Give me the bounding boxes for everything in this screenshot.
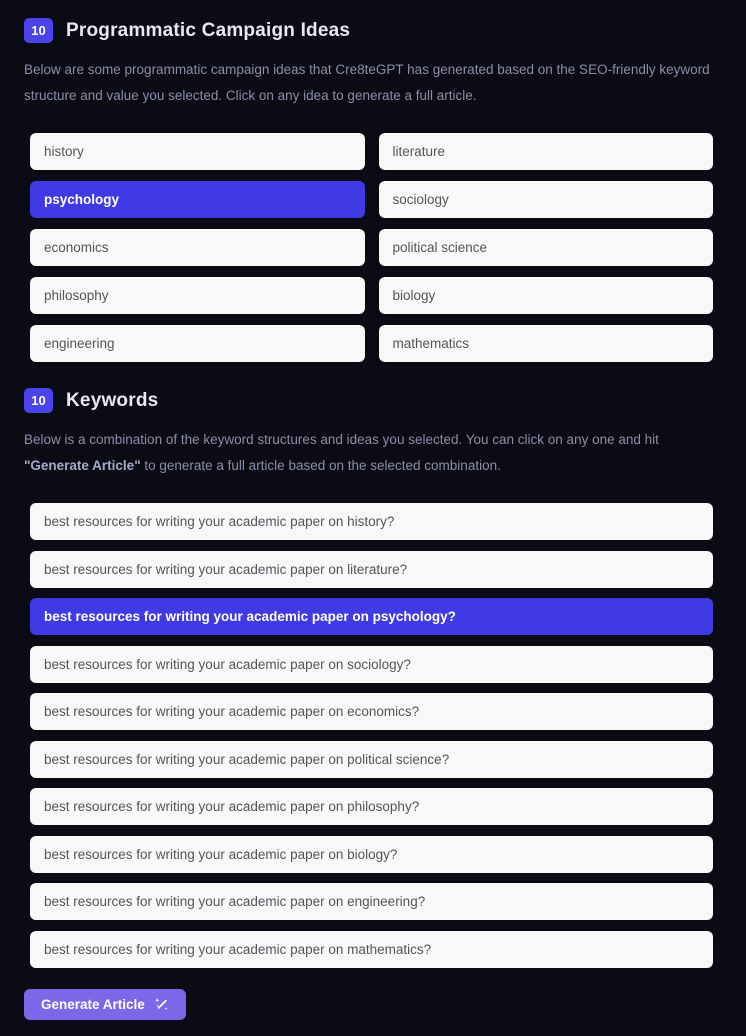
campaign-ideas-section	[24, 18, 713, 362]
idea-card-sociology[interactable]: sociology	[379, 181, 714, 218]
keyword-card-best-resources-for-writing-your-academic-paper-on-philosophy[interactable]: best resources for writing your academic paper on philosophy?	[30, 788, 713, 825]
keyword-card-best-resources-for-writing-your-academic-paper-on-engineering[interactable]: best resources for writing your academic paper on engineering?	[30, 883, 713, 920]
keywords-description	[24, 427, 713, 479]
keyword-card-best-resources-for-writing-your-academic-paper-on-literature[interactable]: best resources for writing your academic paper on literature?	[30, 551, 713, 588]
keywords-description-suffix: to generate a full article based on the selected combination.	[140, 458, 501, 473]
idea-card-mathematics[interactable]: mathematics	[379, 325, 714, 362]
campaign-count-badge: 10	[24, 18, 53, 43]
keywords-section	[24, 388, 713, 968]
keywords-title: Keywords	[66, 389, 159, 411]
generate-article-button[interactable]	[24, 989, 186, 1020]
wand-magic-sparkles-icon	[154, 997, 169, 1012]
keyword-card-best-resources-for-writing-your-academic-paper-on-mathematics[interactable]: best resources for writing your academic paper on mathematics?	[30, 931, 713, 968]
keyword-card-best-resources-for-writing-your-academic-paper-on-sociology[interactable]: best resources for writing your academic paper on sociology?	[30, 646, 713, 683]
idea-card-economics[interactable]: economics	[30, 229, 365, 266]
keyword-card-best-resources-for-writing-your-academic-paper-on-history[interactable]: best resources for writing your academic paper on history?	[30, 503, 713, 540]
ideas-grid	[30, 133, 713, 362]
idea-card-political-science[interactable]: political science	[379, 229, 714, 266]
idea-card-psychology[interactable]: psychology	[30, 181, 365, 218]
idea-card-literature[interactable]: literature	[379, 133, 714, 170]
idea-card-engineering[interactable]: engineering	[30, 325, 365, 362]
keywords-count-badge: 10	[24, 388, 53, 413]
keywords-header	[24, 388, 713, 413]
keyword-card-best-resources-for-writing-your-academic-paper-on-psychology[interactable]: best resources for writing your academic paper on psychology?	[30, 598, 713, 635]
keywords-description-bold: "Generate Article"	[24, 458, 141, 473]
generate-article-label: Generate Article	[41, 996, 145, 1012]
idea-card-biology[interactable]: biology	[379, 277, 714, 314]
keywords-description-prefix: Below is a combination of the keyword structures and ideas you selected. You can click on any one and hit	[24, 432, 659, 447]
keyword-list	[30, 503, 713, 968]
campaign-ideas-title: Programmatic Campaign Ideas	[66, 19, 351, 41]
campaign-ideas-description: Below are some programmatic campaign ideas that Cre8teGPT has generated based on the SEO-friendly keyword structure and value you selected. Click on any idea to generate a full article.	[24, 62, 710, 103]
idea-card-history[interactable]: history	[30, 133, 365, 170]
keyword-card-best-resources-for-writing-your-academic-paper-on-economics[interactable]: best resources for writing your academic paper on economics?	[30, 693, 713, 730]
keyword-card-best-resources-for-writing-your-academic-paper-on-biology[interactable]: best resources for writing your academic paper on biology?	[30, 836, 713, 873]
campaign-ideas-header	[24, 18, 713, 43]
idea-card-philosophy[interactable]: philosophy	[30, 277, 365, 314]
keyword-card-best-resources-for-writing-your-academic-paper-on-political-science[interactable]: best resources for writing your academic paper on political science?	[30, 741, 713, 778]
